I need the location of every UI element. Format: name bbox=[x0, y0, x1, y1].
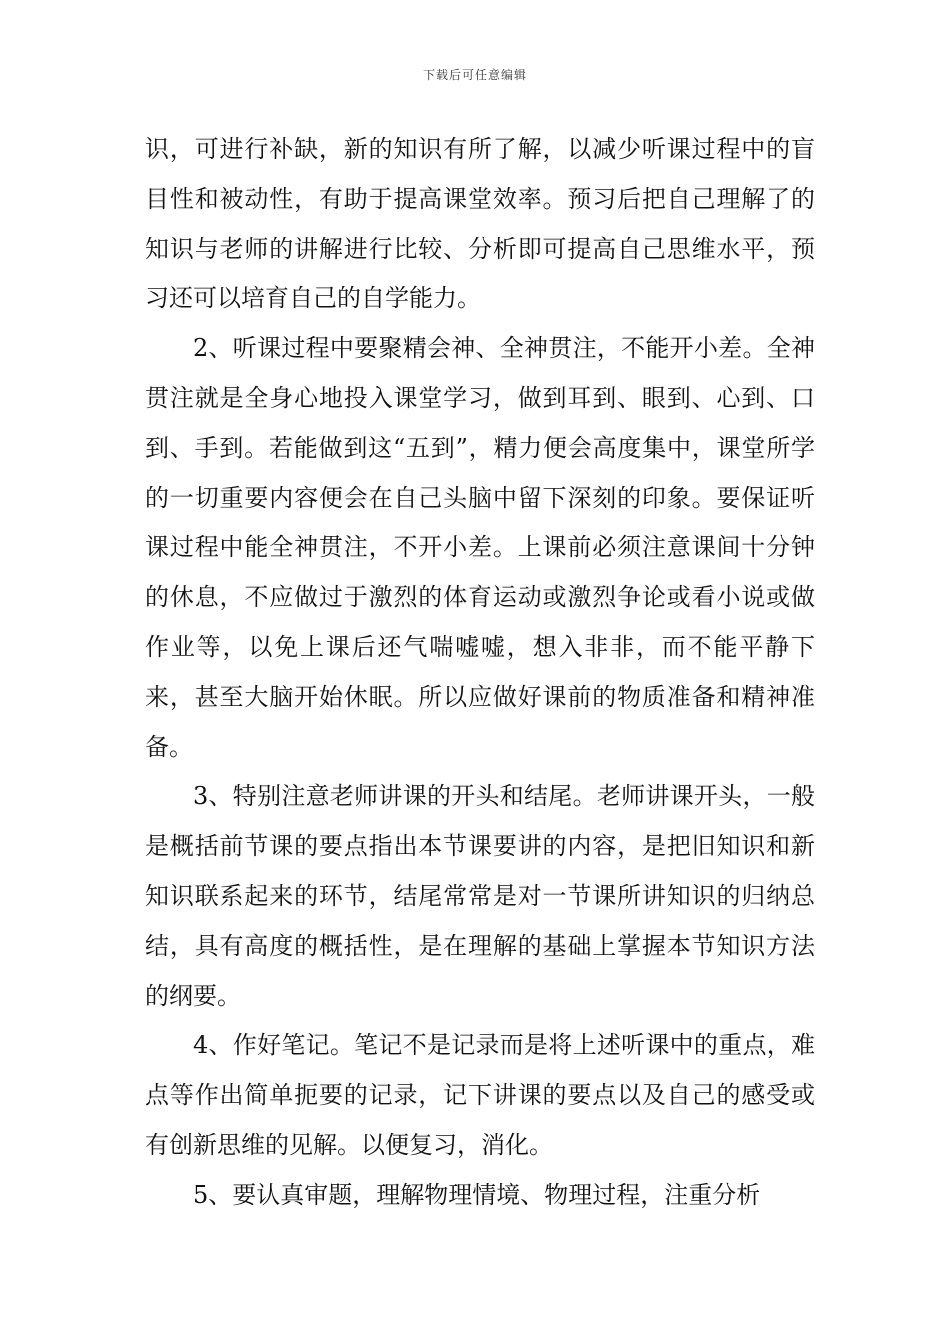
paragraph-2: 2、听课过程中要聚精会神、全神贯注，不能开小差。全神贯注就是全身心地投入课堂学习，做到耳到、眼到、心到、口到、手到。若能做到这“五到”，精力便会高度集中，课堂所学的一切重要内容便会在自己头脑中留下深刻的印象。要保证听课过程中能全神贯注，不开小差。上课前必须注意课间十分钟的休息，不应做过于激烈的体育运动或激烈争论或看小说或做作业等，以免上课后还气喘嘘嘘，想入非非，而不能平静下来，甚至大脑开始休眠。所以应做好课前的物质准备和精神准备。 bbox=[145, 334, 815, 761]
paragraph-3: 3、特别注意老师讲课的开头和结尾。老师讲课开头，一般是概括前节课的要点指出本节课要讲的内容，是把旧知识和新知识联系起来的环节，结尾常常是对一节课所讲知识的归纳总结，具有高度的概括性，是在理解的基础上掌握本节知识方法的纲要。 bbox=[145, 782, 815, 1010]
paragraph-5: 5、要认真审题，理解物理情境、物理过程，注重分析 bbox=[193, 1180, 761, 1209]
page-header: 下载后可任意编辑 bbox=[422, 68, 527, 82]
document-body bbox=[145, 125, 815, 1221]
paragraph-1: 识，可进行补缺，新的知识有所了解，以减少听课过程中的盲目性和被动性，有助于提高课堂效率。预习后把自己理解了的知识与老师的讲解进行比较、分析即可提高自己思维水平，预习还可以培育自己的自学能力。 bbox=[145, 135, 815, 313]
paragraph-4: 4、作好笔记。笔记不是记录而是将上述听课中的重点，难点等作出简单扼要的记录，记下讲课的要点以及自己的感受或有创新思维的见解。以便复习，消化。 bbox=[145, 1031, 815, 1159]
